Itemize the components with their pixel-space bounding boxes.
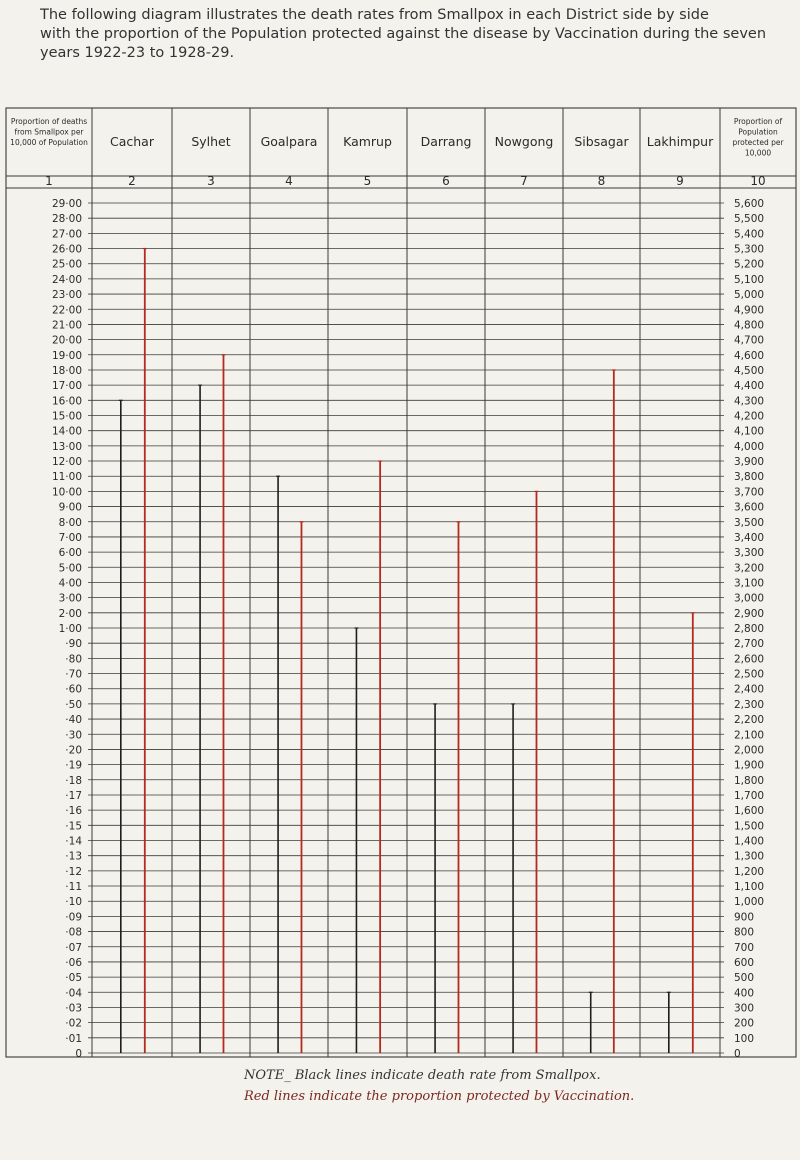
note-black-lines: NOTE_ Black lines indicate death rate from Smallpox. (244, 1068, 601, 1083)
left-tick-label: ·05 (65, 972, 82, 985)
caption-line-2: with the proportion of the Population protected against the disease by Vaccination during the seven (40, 26, 767, 42)
left-tick-label: ·17 (65, 789, 82, 802)
right-tick-label: 1,800 (734, 774, 765, 787)
right-tick-label: 700 (734, 941, 755, 954)
right-tick-label: 4,200 (734, 410, 765, 423)
right-tick-label: 2,700 (734, 638, 765, 651)
left-tick-label: 13·00 (51, 440, 82, 453)
left-tick-label: ·08 (65, 926, 82, 939)
right-tick-label: 600 (734, 956, 755, 969)
right-tick-label: 1,600 (734, 805, 765, 818)
left-tick-label: 22·00 (51, 304, 82, 317)
column-number-8: 8 (597, 174, 606, 188)
right-tick-label: 1,700 (734, 789, 765, 802)
right-tick-label: 3,900 (734, 456, 765, 469)
right-tick-label: 2,400 (734, 683, 765, 696)
left-tick-label: 4·00 (58, 577, 82, 590)
left-tick-label: ·19 (65, 759, 82, 772)
right-tick-label: 1,300 (734, 850, 765, 863)
district-header-darrang: Darrang (420, 134, 472, 149)
left-tick-label: ·15 (65, 820, 82, 833)
left-tick-label: 29·00 (51, 198, 82, 210)
left-axis-header: Proportion of deaths from Smallpox per 10,000 of Population (10, 117, 88, 147)
right-tick-label: 100 (734, 1032, 755, 1045)
column-number-7: 7 (520, 174, 528, 188)
right-tick-label: 2,600 (734, 653, 765, 666)
left-tick-label: 18·00 (51, 364, 82, 377)
district-header-sylhet: Sylhet (191, 134, 231, 149)
right-axis-header: Proportion of Population protected per 10,000 (732, 117, 784, 158)
right-tick-label: 1,000 (734, 896, 765, 909)
right-tick-label: 4,300 (734, 395, 765, 408)
right-tick-label: 5,200 (734, 258, 765, 271)
left-tick-label: ·02 (65, 1017, 82, 1030)
right-tick-label: 1,100 (734, 881, 765, 894)
left-tick-label: ·07 (65, 941, 82, 954)
right-tick-label: 4,100 (734, 425, 765, 438)
left-tick-label: ·13 (65, 850, 82, 863)
right-tick-label: 1,200 (734, 865, 765, 878)
left-tick-label: 0 (75, 1048, 82, 1060)
district-header-nowgong: Nowgong (494, 134, 554, 149)
left-tick-label: ·11 (65, 881, 82, 894)
left-tick-label: 25·00 (51, 258, 82, 271)
left-tick-label: ·60 (65, 683, 82, 696)
left-tick-label: 21·00 (51, 319, 82, 332)
left-tick-label: 10·00 (51, 486, 82, 499)
right-tick-label: 5,500 (734, 213, 765, 226)
left-tick-label: ·40 (65, 714, 82, 727)
left-tick-label: 7·00 (58, 531, 82, 544)
right-tick-label: 3,100 (734, 577, 765, 590)
left-tick-label: ·80 (65, 653, 82, 666)
left-tick-label: 6·00 (58, 547, 82, 560)
right-tick-label: 200 (734, 1017, 755, 1030)
right-tick-label: 800 (734, 926, 755, 939)
right-tick-label: 4,400 (734, 380, 765, 393)
column-number-5: 5 (363, 174, 372, 188)
right-tick-label: 5,000 (734, 289, 765, 302)
right-tick-label: 4,900 (734, 304, 765, 317)
left-tick-label: ·20 (65, 744, 82, 757)
column-number-6: 6 (442, 174, 450, 188)
left-tick-label: ·30 (65, 729, 82, 742)
district-header-goalpara: Goalpara (260, 134, 318, 149)
left-tick-label: 27·00 (51, 228, 82, 241)
right-tick-label: 3,600 (734, 501, 765, 514)
left-tick-label: 28·00 (51, 213, 82, 226)
right-tick-label: 3,000 (734, 592, 765, 605)
right-tick-label: 5,100 (734, 273, 765, 286)
right-tick-label: 3,400 (734, 531, 765, 544)
left-tick-label: 15·00 (51, 410, 82, 423)
right-tick-label: 1,400 (734, 835, 765, 848)
left-tick-label: ·06 (65, 956, 82, 969)
left-tick-label: 20·00 (51, 334, 82, 347)
column-number-2: 2 (128, 174, 136, 188)
left-tick-label: ·12 (65, 865, 82, 878)
right-tick-label: 4,000 (734, 440, 765, 453)
left-tick-label: 8·00 (58, 516, 82, 529)
left-tick-label: ·18 (65, 774, 82, 787)
district-header-kamrup: Kamrup (343, 134, 392, 149)
column-number-3: 3 (207, 174, 215, 188)
right-tick-label: 4,800 (734, 319, 765, 332)
right-tick-label: 900 (734, 911, 755, 924)
right-tick-label: 2,500 (734, 668, 765, 681)
left-tick-label: ·50 (65, 698, 82, 711)
left-tick-label: 11·00 (51, 471, 82, 484)
right-tick-label: 4,700 (734, 334, 765, 347)
column-number-10: 10 (750, 174, 766, 188)
right-tick-label: 2,000 (734, 744, 765, 757)
left-tick-label: ·16 (65, 805, 82, 818)
right-tick-label: 2,800 (734, 623, 765, 635)
left-tick-label: ·09 (65, 911, 82, 924)
left-tick-label: 9·00 (58, 501, 82, 514)
left-tick-label: 16·00 (51, 395, 82, 408)
right-tick-label: 1,500 (734, 820, 765, 833)
right-tick-label: 4,500 (734, 364, 765, 377)
right-tick-label: 400 (734, 987, 755, 1000)
left-tick-label: 5·00 (58, 562, 82, 575)
right-tick-label: 3,300 (734, 547, 765, 560)
right-tick-label: 500 (734, 972, 755, 985)
right-tick-label: 5,400 (734, 228, 765, 241)
right-tick-label: 4,600 (734, 349, 765, 362)
left-tick-label: 24·00 (51, 273, 82, 286)
left-tick-label: ·03 (65, 1002, 82, 1015)
right-tick-label: 300 (734, 1002, 755, 1015)
left-tick-label: 26·00 (51, 243, 82, 256)
left-tick-label: ·01 (65, 1032, 82, 1045)
right-tick-label: 2,300 (734, 698, 765, 711)
right-tick-label: 2,200 (734, 714, 765, 727)
right-tick-label: 0 (734, 1048, 741, 1060)
right-tick-label: 1,900 (734, 759, 765, 772)
left-tick-label: 23·00 (51, 289, 82, 302)
caption-line-1: The following diagram illustrates the death rates from Smallpox in each District side by side (40, 7, 709, 23)
right-tick-label: 3,500 (734, 516, 765, 529)
left-tick-label: 1·00 (58, 623, 82, 635)
note-red-lines: Red lines indicate the proportion protected by Vaccination. (244, 1089, 635, 1104)
left-tick-label: ·14 (65, 835, 82, 848)
left-tick-label: 17·00 (51, 380, 82, 393)
left-tick-label: 12·00 (51, 456, 82, 469)
left-tick-label: 2·00 (58, 607, 82, 620)
district-header-sibsagar: Sibsagar (574, 134, 629, 149)
district-header-lakhimpur: Lakhimpur (646, 134, 714, 149)
right-tick-label: 5,300 (734, 243, 765, 256)
left-tick-label: ·90 (65, 638, 82, 651)
right-tick-label: 5,600 (734, 198, 765, 210)
column-number-4: 4 (285, 174, 293, 188)
column-number-9: 9 (676, 174, 684, 188)
right-tick-label: 3,700 (734, 486, 765, 499)
left-tick-label: 3·00 (58, 592, 82, 605)
right-tick-label: 2,100 (734, 729, 765, 742)
left-tick-label: ·70 (65, 668, 82, 681)
column-number-1: 1 (45, 174, 53, 188)
left-tick-label: 19·00 (51, 349, 82, 362)
left-tick-label: ·04 (65, 987, 82, 1000)
right-tick-label: 2,900 (734, 607, 765, 620)
right-tick-label: 3,200 (734, 562, 765, 575)
left-tick-label: ·10 (65, 896, 82, 909)
right-tick-label: 3,800 (734, 471, 765, 484)
district-header-cachar: Cachar (110, 134, 154, 149)
caption-line-3: years 1922-23 to 1928-29. (40, 45, 235, 61)
left-tick-label: 14·00 (51, 425, 82, 438)
